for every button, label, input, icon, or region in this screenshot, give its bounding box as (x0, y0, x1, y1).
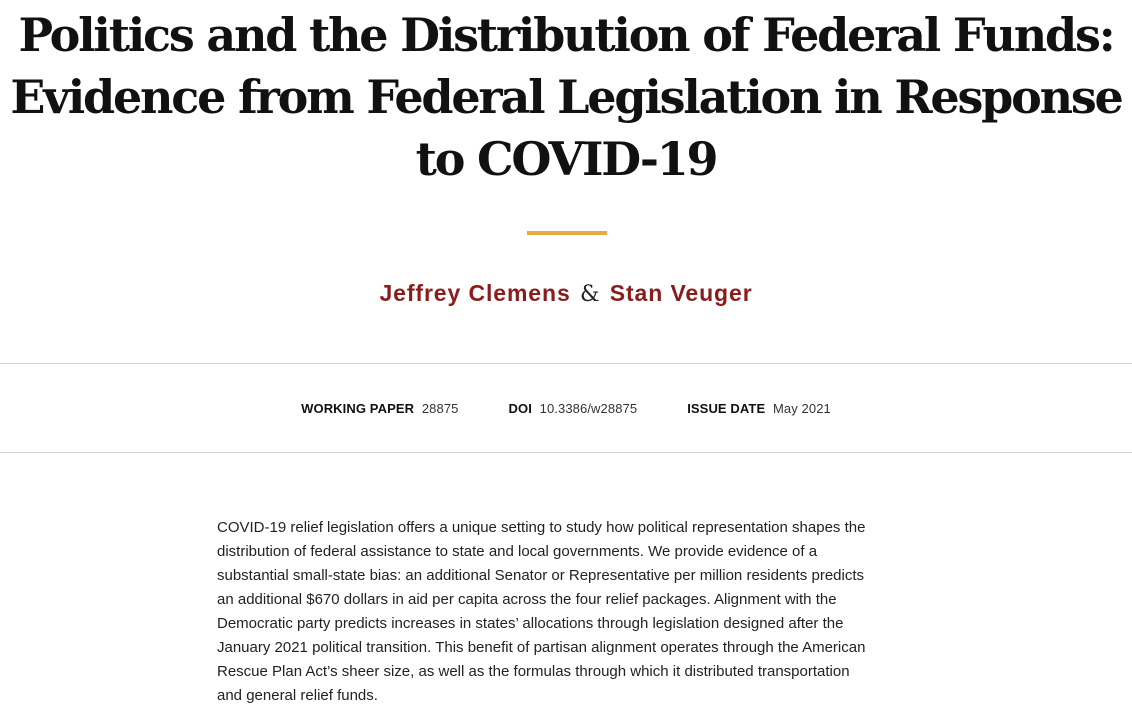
abstract-line: January 2021 political transition. This benefit of partisan alignment operates through the American (217, 639, 866, 656)
abstract-line: substantial small-state bias: an additional Senator or Representative per million residents predicts (217, 567, 864, 584)
abstract-line: Democratic party predicts increases in states’ allocations through legislation designed after the (217, 615, 844, 632)
working-paper-number: 28875 (421, 400, 459, 416)
abstract-line: an additional $670 dollars in aid per capita across the four relief packages. Alignment with the (217, 591, 837, 608)
issue-date-meta (687, 401, 831, 416)
working-paper-meta (301, 401, 458, 416)
author-list (0, 279, 1132, 309)
abstract-line: and general relief funds. (217, 687, 378, 704)
author-link-jeffrey-clemens[interactable]: Jeffrey Clemens (379, 280, 571, 306)
abstract (217, 516, 917, 708)
page-title (0, 4, 1132, 190)
issue-date-label: ISSUE DATE (687, 400, 766, 416)
title-line: to COVID-19 (415, 132, 717, 186)
author-separator: & (579, 282, 601, 307)
accent-divider (527, 231, 607, 235)
doi-label: DOI (508, 400, 532, 416)
title-block (0, 4, 1132, 190)
abstract-line: distribution of federal assistance to state and local governments. We provide evidence of a (217, 543, 818, 560)
doi-value: 10.3386/w28875 (539, 400, 638, 416)
issue-date-value: May 2021 (772, 400, 831, 416)
doi-meta (509, 401, 638, 416)
abstract-line: Rescue Plan Act’s sheer size, as well as the formulas through which it distributed transportation (217, 663, 850, 680)
author-link-stan-veuger[interactable]: Stan Veuger (609, 280, 753, 306)
title-line: Evidence from Federal Legislation in Response (10, 70, 1122, 124)
abstract-line: COVID-19 relief legislation offers a unique setting to study how political representation shapes the (217, 519, 866, 536)
working-paper-label: WORKING PAPER (301, 400, 415, 416)
title-line: Politics and the Distribution of Federal Funds: (18, 8, 1114, 62)
paper-metadata-bar (0, 363, 1132, 453)
